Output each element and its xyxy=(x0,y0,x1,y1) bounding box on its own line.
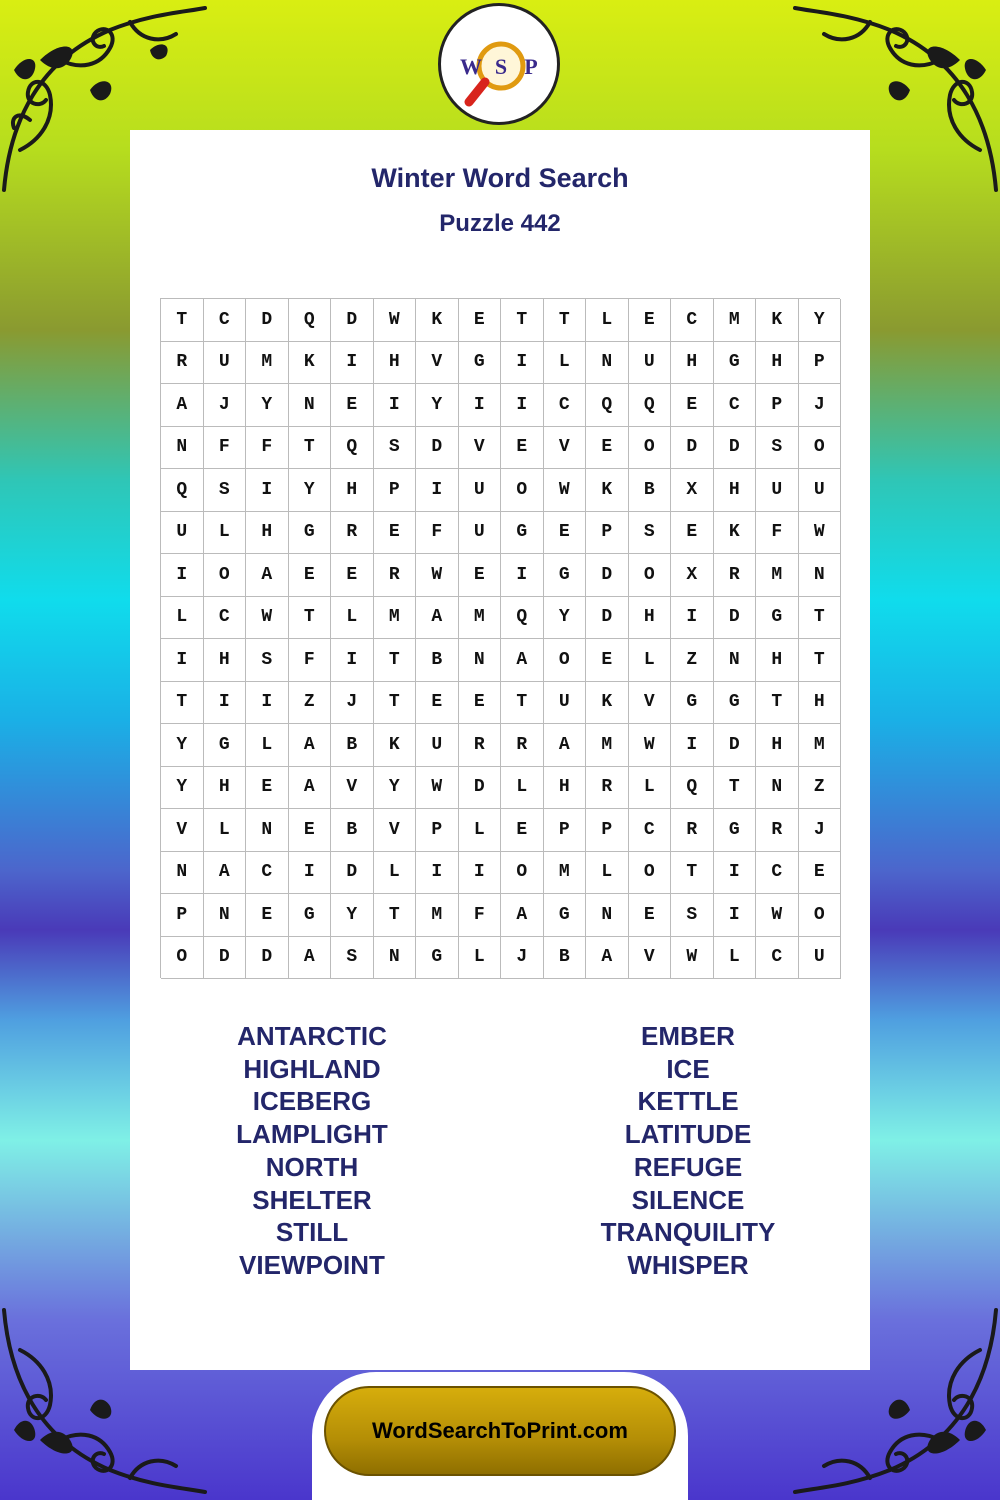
grid-cell[interactable]: W xyxy=(629,724,672,767)
grid-cell[interactable]: P xyxy=(756,384,799,427)
grid-cell[interactable]: I xyxy=(714,894,757,937)
grid-cell[interactable]: N xyxy=(246,809,289,852)
grid-cell[interactable]: M xyxy=(714,299,757,342)
grid-cell[interactable]: K xyxy=(289,342,332,385)
grid-cell[interactable]: W xyxy=(799,512,842,555)
grid-cell[interactable]: T xyxy=(544,299,587,342)
grid-cell[interactable]: I xyxy=(416,852,459,895)
grid-cell[interactable]: P xyxy=(544,809,587,852)
grid-cell[interactable]: K xyxy=(586,469,629,512)
grid-cell[interactable]: Q xyxy=(671,767,714,810)
grid-cell[interactable]: R xyxy=(756,809,799,852)
grid-cell[interactable]: D xyxy=(671,427,714,470)
grid-cell[interactable]: H xyxy=(331,469,374,512)
grid-cell[interactable]: E xyxy=(586,639,629,682)
logo-letter-w: W xyxy=(460,54,482,79)
grid-cell[interactable]: I xyxy=(204,682,247,725)
grid-cell[interactable]: R xyxy=(671,809,714,852)
grid-cell[interactable]: K xyxy=(374,724,417,767)
grid-cell[interactable]: L xyxy=(246,724,289,767)
grid-cell[interactable]: L xyxy=(204,512,247,555)
grid-cell[interactable]: A xyxy=(501,639,544,682)
grid-cell[interactable]: E xyxy=(501,427,544,470)
grid-cell[interactable]: U xyxy=(204,342,247,385)
grid-cell[interactable]: H xyxy=(246,512,289,555)
word-list-item: HIGHLAND xyxy=(243,1053,381,1084)
grid-cell[interactable]: L xyxy=(629,767,672,810)
grid-cell[interactable]: E xyxy=(374,512,417,555)
grid-cell[interactable]: H xyxy=(671,342,714,385)
grid-cell[interactable]: F xyxy=(756,512,799,555)
grid-cell[interactable]: V xyxy=(331,767,374,810)
grid-cell[interactable]: T xyxy=(374,639,417,682)
grid-cell[interactable]: B xyxy=(544,937,587,980)
grid-cell[interactable]: T xyxy=(161,299,204,342)
grid-cell[interactable]: B xyxy=(331,809,374,852)
grid-cell[interactable]: Y xyxy=(799,299,842,342)
grid-cell[interactable]: I xyxy=(671,724,714,767)
word-list-item: NORTH xyxy=(265,1151,359,1182)
grid-cell[interactable]: C xyxy=(204,299,247,342)
grid-cell[interactable]: P xyxy=(586,809,629,852)
grid-cell[interactable]: I xyxy=(161,639,204,682)
grid-cell[interactable]: L xyxy=(459,809,502,852)
grid-cell[interactable]: C xyxy=(204,597,247,640)
grid-cell[interactable]: N xyxy=(161,852,204,895)
grid-cell[interactable]: C xyxy=(714,384,757,427)
grid-cell[interactable]: K xyxy=(714,512,757,555)
grid-cell[interactable]: W xyxy=(416,554,459,597)
grid-cell[interactable]: K xyxy=(586,682,629,725)
grid-cell[interactable]: V xyxy=(629,937,672,980)
grid-cell[interactable]: N xyxy=(799,554,842,597)
grid-cell[interactable]: U xyxy=(799,469,842,512)
grid-cell[interactable]: D xyxy=(586,597,629,640)
grid-cell[interactable]: E xyxy=(586,427,629,470)
grid-cell[interactable]: F xyxy=(416,512,459,555)
grid-cell[interactable]: V xyxy=(544,427,587,470)
grid-cell[interactable]: G xyxy=(544,894,587,937)
grid-cell[interactable]: B xyxy=(629,469,672,512)
grid-cell[interactable]: E xyxy=(246,894,289,937)
grid-cell[interactable]: O xyxy=(544,639,587,682)
grid-cell[interactable]: Q xyxy=(501,597,544,640)
grid-cell[interactable]: C xyxy=(246,852,289,895)
grid-cell[interactable]: E xyxy=(289,809,332,852)
grid-cell[interactable]: J xyxy=(501,937,544,980)
grid-cell[interactable]: U xyxy=(459,469,502,512)
grid-cell[interactable]: L xyxy=(714,937,757,980)
grid-cell[interactable]: E xyxy=(799,852,842,895)
grid-cell[interactable]: L xyxy=(204,809,247,852)
grid-cell[interactable]: O xyxy=(204,554,247,597)
grid-cell[interactable]: R xyxy=(501,724,544,767)
grid-cell[interactable]: L xyxy=(374,852,417,895)
grid-cell[interactable]: J xyxy=(799,384,842,427)
grid-cell[interactable]: A xyxy=(204,852,247,895)
grid-cell[interactable]: J xyxy=(331,682,374,725)
grid-cell[interactable]: Y xyxy=(544,597,587,640)
grid-cell[interactable]: D xyxy=(714,597,757,640)
grid-cell[interactable]: H xyxy=(756,639,799,682)
grid-cell[interactable]: K xyxy=(416,299,459,342)
grid-cell[interactable]: P xyxy=(161,894,204,937)
grid-cell[interactable]: X xyxy=(671,554,714,597)
grid-cell[interactable]: G xyxy=(416,937,459,980)
grid-cell[interactable]: U xyxy=(629,342,672,385)
grid-cell[interactable]: A xyxy=(544,724,587,767)
site-link-button[interactable]: WordSearchToPrint.com xyxy=(324,1386,676,1476)
grid-cell[interactable]: I xyxy=(459,852,502,895)
grid-cell[interactable]: A xyxy=(246,554,289,597)
grid-cell[interactable]: R xyxy=(459,724,502,767)
grid-cell[interactable]: E xyxy=(501,809,544,852)
grid-cell[interactable]: H xyxy=(714,469,757,512)
grid-cell[interactable]: I xyxy=(246,469,289,512)
grid-cell[interactable]: H xyxy=(544,767,587,810)
grid-cell[interactable]: W xyxy=(756,894,799,937)
grid-cell[interactable]: Q xyxy=(331,427,374,470)
grid-cell[interactable]: U xyxy=(756,469,799,512)
grid-cell[interactable]: L xyxy=(459,937,502,980)
grid-cell[interactable]: P xyxy=(374,469,417,512)
grid-cell[interactable]: L xyxy=(161,597,204,640)
grid-cell[interactable]: C xyxy=(544,384,587,427)
grid-cell[interactable]: W xyxy=(374,299,417,342)
logo-letter-p: P xyxy=(524,54,538,79)
grid-cell[interactable]: L xyxy=(586,299,629,342)
grid-cell[interactable]: M xyxy=(544,852,587,895)
word-list-item: VIEWPOINT xyxy=(239,1249,385,1280)
grid-cell[interactable]: Z xyxy=(289,682,332,725)
grid-cell[interactable]: M xyxy=(374,597,417,640)
grid-cell[interactable]: D xyxy=(204,937,247,980)
word-list-item: ICE xyxy=(666,1053,710,1084)
grid-cell[interactable]: O xyxy=(629,554,672,597)
grid-cell[interactable]: L xyxy=(331,597,374,640)
grid-cell[interactable]: I xyxy=(331,342,374,385)
grid-cell[interactable]: B xyxy=(331,724,374,767)
grid-cell[interactable]: E xyxy=(331,554,374,597)
grid-cell[interactable]: D xyxy=(416,427,459,470)
grid-cell[interactable]: O xyxy=(799,894,842,937)
grid-cell[interactable]: Z xyxy=(671,639,714,682)
grid-cell[interactable]: L xyxy=(629,639,672,682)
grid-cell[interactable]: M xyxy=(799,724,842,767)
grid-cell[interactable]: H xyxy=(799,682,842,725)
grid-cell[interactable]: I xyxy=(161,554,204,597)
grid-cell[interactable]: O xyxy=(161,937,204,980)
grid-cell[interactable]: D xyxy=(459,767,502,810)
grid-cell[interactable]: S xyxy=(756,427,799,470)
grid-cell[interactable]: I xyxy=(501,342,544,385)
grid-cell[interactable]: E xyxy=(544,512,587,555)
grid-cell[interactable]: C xyxy=(756,852,799,895)
grid-cell[interactable]: E xyxy=(629,894,672,937)
grid-cell[interactable]: N xyxy=(756,767,799,810)
word-list-item: STILL xyxy=(275,1217,349,1248)
grid-cell[interactable]: K xyxy=(756,299,799,342)
grid-cell[interactable]: O xyxy=(629,852,672,895)
grid-cell[interactable]: T xyxy=(289,427,332,470)
grid-cell[interactable]: O xyxy=(501,469,544,512)
puzzle-subtitle: Puzzle 442 xyxy=(439,210,561,237)
grid-cell[interactable]: T xyxy=(714,767,757,810)
grid-cell[interactable]: E xyxy=(331,384,374,427)
word-list-item: REFUGE xyxy=(633,1151,743,1182)
grid-cell[interactable]: D xyxy=(714,724,757,767)
grid-cell[interactable]: B xyxy=(416,639,459,682)
grid-cell[interactable]: E xyxy=(459,299,502,342)
word-list-left xyxy=(147,1020,477,1282)
grid-cell[interactable]: D xyxy=(331,299,374,342)
grid-cell[interactable]: I xyxy=(374,384,417,427)
grid-cell[interactable]: T xyxy=(756,682,799,725)
grid-cell[interactable]: G xyxy=(204,724,247,767)
grid-cell[interactable]: Y xyxy=(161,767,204,810)
grid-cell[interactable]: W xyxy=(544,469,587,512)
grid-cell[interactable]: I xyxy=(501,554,544,597)
grid-cell[interactable]: N xyxy=(161,427,204,470)
grid-cell[interactable]: G xyxy=(714,809,757,852)
grid-cell[interactable]: F xyxy=(459,894,502,937)
grid-cell[interactable]: Y xyxy=(374,767,417,810)
word-list-item: SILENCE xyxy=(631,1184,745,1215)
grid-cell[interactable]: Q xyxy=(629,384,672,427)
grid-cell[interactable]: R xyxy=(331,512,374,555)
word-list-item: ICEBERG xyxy=(252,1086,372,1117)
grid-cell[interactable]: S xyxy=(374,427,417,470)
grid-cell[interactable]: V xyxy=(416,342,459,385)
grid-cell[interactable]: I xyxy=(246,682,289,725)
grid-cell[interactable]: F xyxy=(246,427,289,470)
word-list-item: WHISPER xyxy=(627,1249,749,1280)
grid-cell[interactable]: P xyxy=(799,342,842,385)
grid-cell[interactable]: I xyxy=(459,384,502,427)
grid-cell[interactable]: E xyxy=(416,682,459,725)
grid-cell[interactable]: A xyxy=(416,597,459,640)
grid-cell[interactable]: I xyxy=(289,852,332,895)
grid-cell[interactable]: V xyxy=(459,427,502,470)
grid-cell[interactable]: T xyxy=(289,597,332,640)
grid-cell[interactable]: Z xyxy=(799,767,842,810)
grid-cell[interactable]: A xyxy=(289,767,332,810)
grid-cell[interactable]: C xyxy=(629,809,672,852)
word-list-right xyxy=(523,1020,853,1282)
grid-cell[interactable]: Q xyxy=(289,299,332,342)
grid-cell[interactable]: G xyxy=(459,342,502,385)
grid-cell[interactable]: C xyxy=(671,299,714,342)
grid-cell[interactable]: D xyxy=(586,554,629,597)
grid-cell[interactable]: D xyxy=(246,299,289,342)
grid-cell[interactable]: E xyxy=(671,512,714,555)
grid-cell[interactable]: V xyxy=(161,809,204,852)
grid-cell[interactable]: F xyxy=(204,427,247,470)
logo-letter-s: S xyxy=(494,54,508,79)
grid-cell[interactable]: I xyxy=(416,469,459,512)
grid-cell[interactable]: H xyxy=(204,639,247,682)
letter-grid[interactable] xyxy=(160,298,840,978)
grid-cell[interactable]: O xyxy=(501,852,544,895)
grid-cell[interactable]: H xyxy=(629,597,672,640)
grid-cell[interactable]: N xyxy=(714,639,757,682)
grid-cell[interactable]: T xyxy=(501,299,544,342)
grid-cell[interactable]: G xyxy=(544,554,587,597)
grid-cell[interactable]: H xyxy=(374,342,417,385)
grid-cell[interactable]: T xyxy=(799,597,842,640)
grid-cell[interactable]: Y xyxy=(416,384,459,427)
grid-cell[interactable]: N xyxy=(374,937,417,980)
grid-cell[interactable]: T xyxy=(161,682,204,725)
grid-cell[interactable]: U xyxy=(459,512,502,555)
grid-cell[interactable]: E xyxy=(246,767,289,810)
grid-cell[interactable]: G xyxy=(756,597,799,640)
grid-cell[interactable]: E xyxy=(289,554,332,597)
grid-cell[interactable]: M xyxy=(416,894,459,937)
grid-cell[interactable]: L xyxy=(586,852,629,895)
grid-cell[interactable]: E xyxy=(459,682,502,725)
word-list-item: KETTLE xyxy=(637,1086,739,1117)
grid-cell[interactable]: U xyxy=(416,724,459,767)
grid-cell[interactable]: S xyxy=(246,639,289,682)
grid-cell[interactable]: F xyxy=(289,639,332,682)
grid-cell[interactable]: T xyxy=(799,639,842,682)
grid-cell[interactable]: G xyxy=(714,682,757,725)
grid-cell[interactable]: T xyxy=(374,682,417,725)
grid-cell[interactable]: W xyxy=(246,597,289,640)
grid-cell[interactable]: G xyxy=(289,512,332,555)
grid-cell[interactable]: Y xyxy=(246,384,289,427)
grid-cell[interactable]: S xyxy=(629,512,672,555)
wsp-logo[interactable] xyxy=(438,3,560,125)
grid-cell[interactable]: R xyxy=(714,554,757,597)
grid-cell[interactable]: N xyxy=(204,894,247,937)
grid-cell[interactable]: S xyxy=(671,894,714,937)
grid-cell[interactable]: W xyxy=(416,767,459,810)
grid-cell[interactable]: S xyxy=(331,937,374,980)
word-list-item: TRANQUILITY xyxy=(600,1217,776,1248)
grid-cell[interactable]: O xyxy=(799,427,842,470)
grid-cell[interactable]: D xyxy=(331,852,374,895)
grid-cell[interactable]: R xyxy=(374,554,417,597)
grid-cell[interactable]: E xyxy=(671,384,714,427)
grid-cell[interactable]: J xyxy=(204,384,247,427)
word-list-item: LATITUDE xyxy=(624,1119,752,1150)
grid-cell[interactable]: U xyxy=(799,937,842,980)
word-list-item: EMBER xyxy=(641,1021,735,1051)
grid-cell[interactable]: E xyxy=(629,299,672,342)
grid-cell[interactable]: C xyxy=(756,937,799,980)
grid-cell[interactable]: J xyxy=(799,809,842,852)
grid-cell[interactable]: I xyxy=(331,639,374,682)
grid-cell[interactable]: M xyxy=(459,597,502,640)
grid-cell[interactable]: N xyxy=(289,384,332,427)
grid-cell[interactable]: T xyxy=(501,682,544,725)
grid-cell[interactable]: G xyxy=(671,682,714,725)
grid-cell[interactable]: U xyxy=(544,682,587,725)
grid-cell[interactable]: M xyxy=(586,724,629,767)
grid-cell[interactable]: A xyxy=(586,937,629,980)
grid-cell[interactable]: E xyxy=(459,554,502,597)
grid-cell[interactable]: V xyxy=(629,682,672,725)
grid-cell[interactable]: L xyxy=(544,342,587,385)
grid-cell[interactable]: L xyxy=(501,767,544,810)
grid-cell[interactable]: R xyxy=(161,342,204,385)
word-list-item: ANTARCTIC xyxy=(237,1021,387,1051)
grid-cell[interactable]: Q xyxy=(161,469,204,512)
grid-cell[interactable]: H xyxy=(756,342,799,385)
grid-cell[interactable]: Y xyxy=(289,469,332,512)
grid-cell[interactable]: N xyxy=(459,639,502,682)
grid-cell[interactable]: H xyxy=(756,724,799,767)
grid-cell[interactable]: N xyxy=(586,894,629,937)
puzzle-title: Winter Word Search xyxy=(371,163,629,193)
grid-cell[interactable]: W xyxy=(671,937,714,980)
grid-cell[interactable]: R xyxy=(586,767,629,810)
grid-cell[interactable]: V xyxy=(374,809,417,852)
grid-cell[interactable]: M xyxy=(756,554,799,597)
grid-cell[interactable]: S xyxy=(204,469,247,512)
grid-cell[interactable]: G xyxy=(714,342,757,385)
grid-cell[interactable]: P xyxy=(586,512,629,555)
grid-cell[interactable]: Q xyxy=(586,384,629,427)
grid-cell[interactable]: M xyxy=(246,342,289,385)
grid-cell[interactable]: U xyxy=(161,512,204,555)
word-list-item: LAMPLIGHT xyxy=(236,1119,388,1150)
grid-cell[interactable]: T xyxy=(671,852,714,895)
grid-cell[interactable]: A xyxy=(289,937,332,980)
word-list-item: SHELTER xyxy=(252,1184,372,1215)
grid-cell[interactable]: Y xyxy=(331,894,374,937)
grid-cell[interactable]: G xyxy=(289,894,332,937)
grid-cell[interactable]: X xyxy=(671,469,714,512)
grid-cell[interactable]: G xyxy=(501,512,544,555)
grid-cell[interactable]: N xyxy=(586,342,629,385)
grid-cell[interactable]: I xyxy=(501,384,544,427)
grid-cell[interactable]: A xyxy=(161,384,204,427)
grid-cell[interactable]: D xyxy=(714,427,757,470)
grid-cell[interactable]: H xyxy=(204,767,247,810)
grid-cell[interactable]: P xyxy=(416,809,459,852)
grid-cell[interactable]: O xyxy=(629,427,672,470)
grid-cell[interactable]: D xyxy=(246,937,289,980)
grid-cell[interactable]: T xyxy=(374,894,417,937)
magnifier-logo-icon xyxy=(447,12,551,116)
grid-cell[interactable]: I xyxy=(714,852,757,895)
grid-cell[interactable]: A xyxy=(501,894,544,937)
grid-cell[interactable]: A xyxy=(289,724,332,767)
grid-cell[interactable]: I xyxy=(671,597,714,640)
grid-cell[interactable]: Y xyxy=(161,724,204,767)
